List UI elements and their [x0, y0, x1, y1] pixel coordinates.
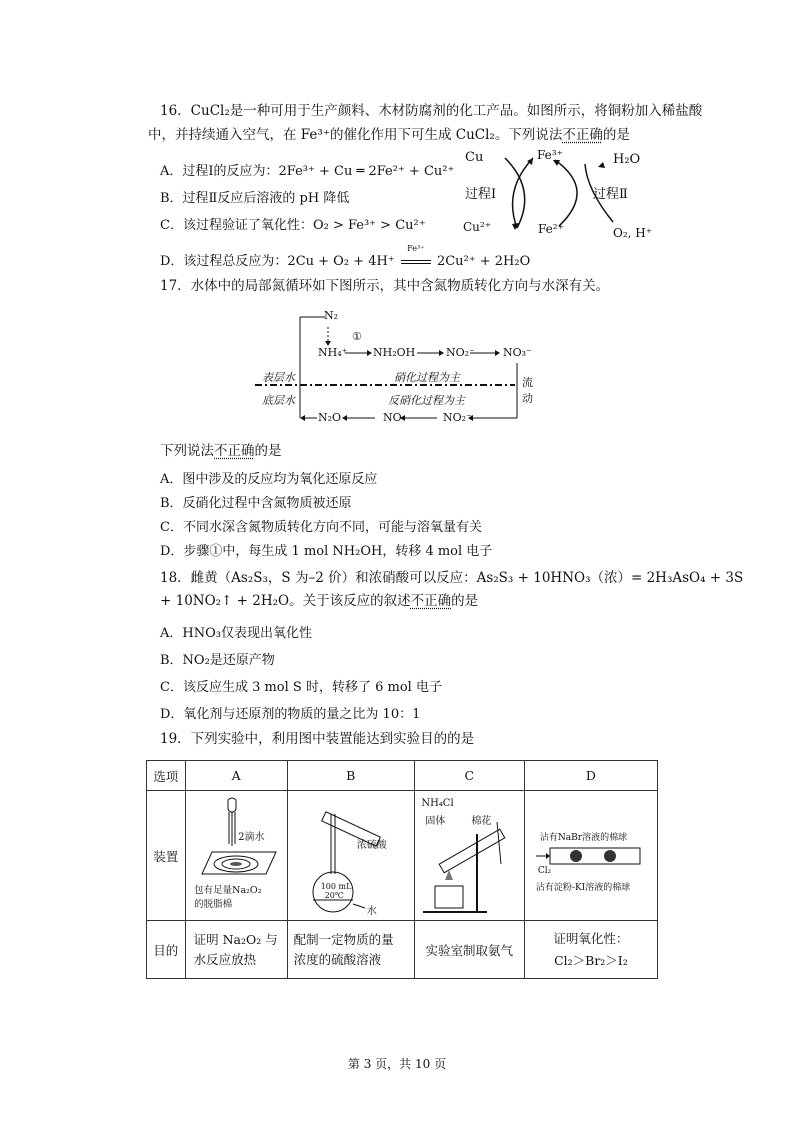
q17-denitrification: 反硝化过程为主	[388, 394, 465, 407]
q16-option-a: A．过程Ⅰ的反应为：2Fe³⁺ + Cu ═ 2Fe²⁺ + Cu²⁺	[160, 164, 455, 179]
q19-header-option: 选项	[147, 761, 186, 791]
q16-option-b: B．过程Ⅱ反应后溶液的 pH 降低	[160, 191, 350, 206]
q16-fe2: Fe²⁺	[538, 222, 564, 236]
q19-header-row	[147, 761, 658, 791]
q16-h2o: H₂O	[613, 152, 641, 167]
q17-n2: N₂	[324, 309, 339, 322]
q17-bottom-water: 底层水	[262, 394, 295, 407]
q16-emphasis: 不正确	[562, 127, 603, 143]
q17-option-d: D．步骤①中，每生成 1 mol NH₂OH，转移 4 mol 电子	[160, 544, 493, 559]
q16-stem-line2: 中，并持续通入空气，在 Fe³⁺的催化作用下可生成 CuCl₂。下列说法不正确的是	[148, 127, 630, 143]
q19-d-ki-cotton: 沾有淀粉-KI溶液的棉球	[535, 882, 631, 893]
q19-table	[146, 760, 658, 979]
q17-nitrification: 硝化过程为主	[394, 371, 460, 384]
q19-purpose-label: 目的	[147, 921, 186, 979]
q17-no2-bottom: NO₂⁻	[443, 411, 472, 424]
q19-header-c: C	[414, 761, 524, 791]
q16-fe3: Fe³⁺	[537, 148, 563, 162]
q18-option-c: C．该反应生成 3 mol S 时，转移了 6 mol 电子	[160, 680, 442, 695]
q19-b-flask-volume: 100 mL	[320, 881, 352, 891]
q19-header-d: D	[524, 761, 657, 791]
q18-option-a: A．HNO₃仅表现出氧化性	[160, 626, 312, 641]
q19-c-solid-1: NH₄Cl	[421, 797, 454, 809]
q17-ask: 下列说法不正确的是	[160, 443, 282, 459]
q19-a-cotton-2: 的脱脂棉	[194, 898, 233, 910]
q19-purpose-c: 实验室制取氨气	[414, 921, 524, 979]
q16-option-d: D．该过程总反应为：2Cu + O₂ + 4H⁺ Fe³⁺ 2Cu²⁺ + 2H₂O	[160, 244, 531, 269]
volumetric-flask-icon	[291, 794, 411, 918]
q17-step1: ①	[352, 330, 362, 343]
q18-option-b: B．NO₂是还原产物	[160, 653, 275, 668]
q16-catalyst: Fe³⁺	[407, 244, 425, 253]
q17-flow-1: 流	[522, 376, 533, 389]
q17-flow-2: 动	[522, 392, 533, 405]
q19-c-cotton: 棉花	[471, 815, 492, 827]
q19-device-b	[287, 791, 414, 921]
q17-option-c: C．不同水深含氮物质转化方向不同，可能与溶氧量有关	[160, 520, 482, 535]
q19-device-a	[185, 791, 287, 921]
q16-process2: 过程Ⅱ	[593, 187, 628, 202]
q17-nh2oh: NH₂OH	[373, 346, 416, 359]
q18-option-d: D．氧化剂与还原剂的物质的量之比为 10：1	[160, 707, 421, 722]
q19-b-flask-temp: 20℃	[324, 890, 344, 900]
page-footer: 第 3 页，共 10 页	[347, 1057, 447, 1071]
q19-d-nabr-cotton: 沾有NaBr溶液的棉球	[539, 832, 628, 843]
q16-process1: 过程Ⅰ	[465, 187, 497, 202]
q19-purpose-a: 证明 Na₂O₂ 与 水反应放热	[185, 921, 287, 979]
q16-cu: Cu	[465, 150, 484, 165]
q19-b-acid: 浓硫酸	[356, 839, 387, 851]
q19-purpose-row	[147, 921, 658, 979]
q17-n2o: N₂O	[318, 411, 342, 424]
q17-nh4: NH₄⁺	[318, 346, 348, 359]
q16-cu2: Cu²⁺	[463, 220, 492, 234]
q16-o2-h: O₂, H⁺	[613, 226, 653, 240]
q17-surface-water: 表层水	[262, 371, 295, 384]
q19-a-cotton-1: 包有足量Na₂O₂	[194, 884, 262, 896]
q19-purpose-d: 证明氧化性： Cl₂＞Br₂＞I₂	[524, 921, 657, 979]
q17-option-b: B．反硝化过程中含氮物质被还原	[160, 496, 352, 511]
q19-device-row	[147, 791, 658, 921]
q17-option-a: A．图中涉及的反应均为氧化还原反应	[160, 472, 378, 487]
q19-d-cl2: Cl₂	[537, 865, 552, 876]
q17-no3: NO₃⁻	[503, 346, 532, 359]
glass-tube-icon	[528, 794, 654, 918]
q19-a-water: 2滴水	[238, 831, 265, 843]
q18-stem-line2: + 10NO₂↑ + 2H₂O。关于该反应的叙述不正确的是	[160, 593, 479, 609]
q16-stem-line1: 16．CuCl₂是一种可用于生产颜料、木材防腐剂的化工产品。如图所示，将铜粉加入稀盐酸	[160, 103, 703, 119]
q19-c-solid-2: 固体	[425, 815, 446, 827]
q19-header-b: B	[287, 761, 414, 791]
q19-b-water: 水	[366, 905, 377, 917]
q17-no: NO	[383, 411, 402, 424]
q17-stem: 17．水体中的局部氮循环如下图所示，其中含氮物质转化方向与水深有关。	[160, 278, 610, 294]
q16-option-c: C．该过程验证了氧化性：O₂ > Fe³⁺ > Cu²⁺	[160, 218, 426, 233]
q19-device-label: 装置	[147, 791, 186, 921]
q19-device-d	[524, 791, 657, 921]
q19-purpose-b: 配制一定物质的量 浓度的硫酸溶液	[287, 921, 414, 979]
q19-device-c	[414, 791, 524, 921]
q17-no2-top: NO₂⁻	[446, 346, 475, 359]
q19-header-a: A	[185, 761, 287, 791]
q19-stem: 19．下列实验中，利用图中装置能达到实验目的的是	[160, 731, 475, 747]
q18-stem-line1: 18．雌黄（As₂S₃，S 为–2 价）和浓硝酸可以反应：As₂S₃ + 10HNO₃（浓）= 2H₃AsO₄ + 3S	[160, 570, 744, 586]
